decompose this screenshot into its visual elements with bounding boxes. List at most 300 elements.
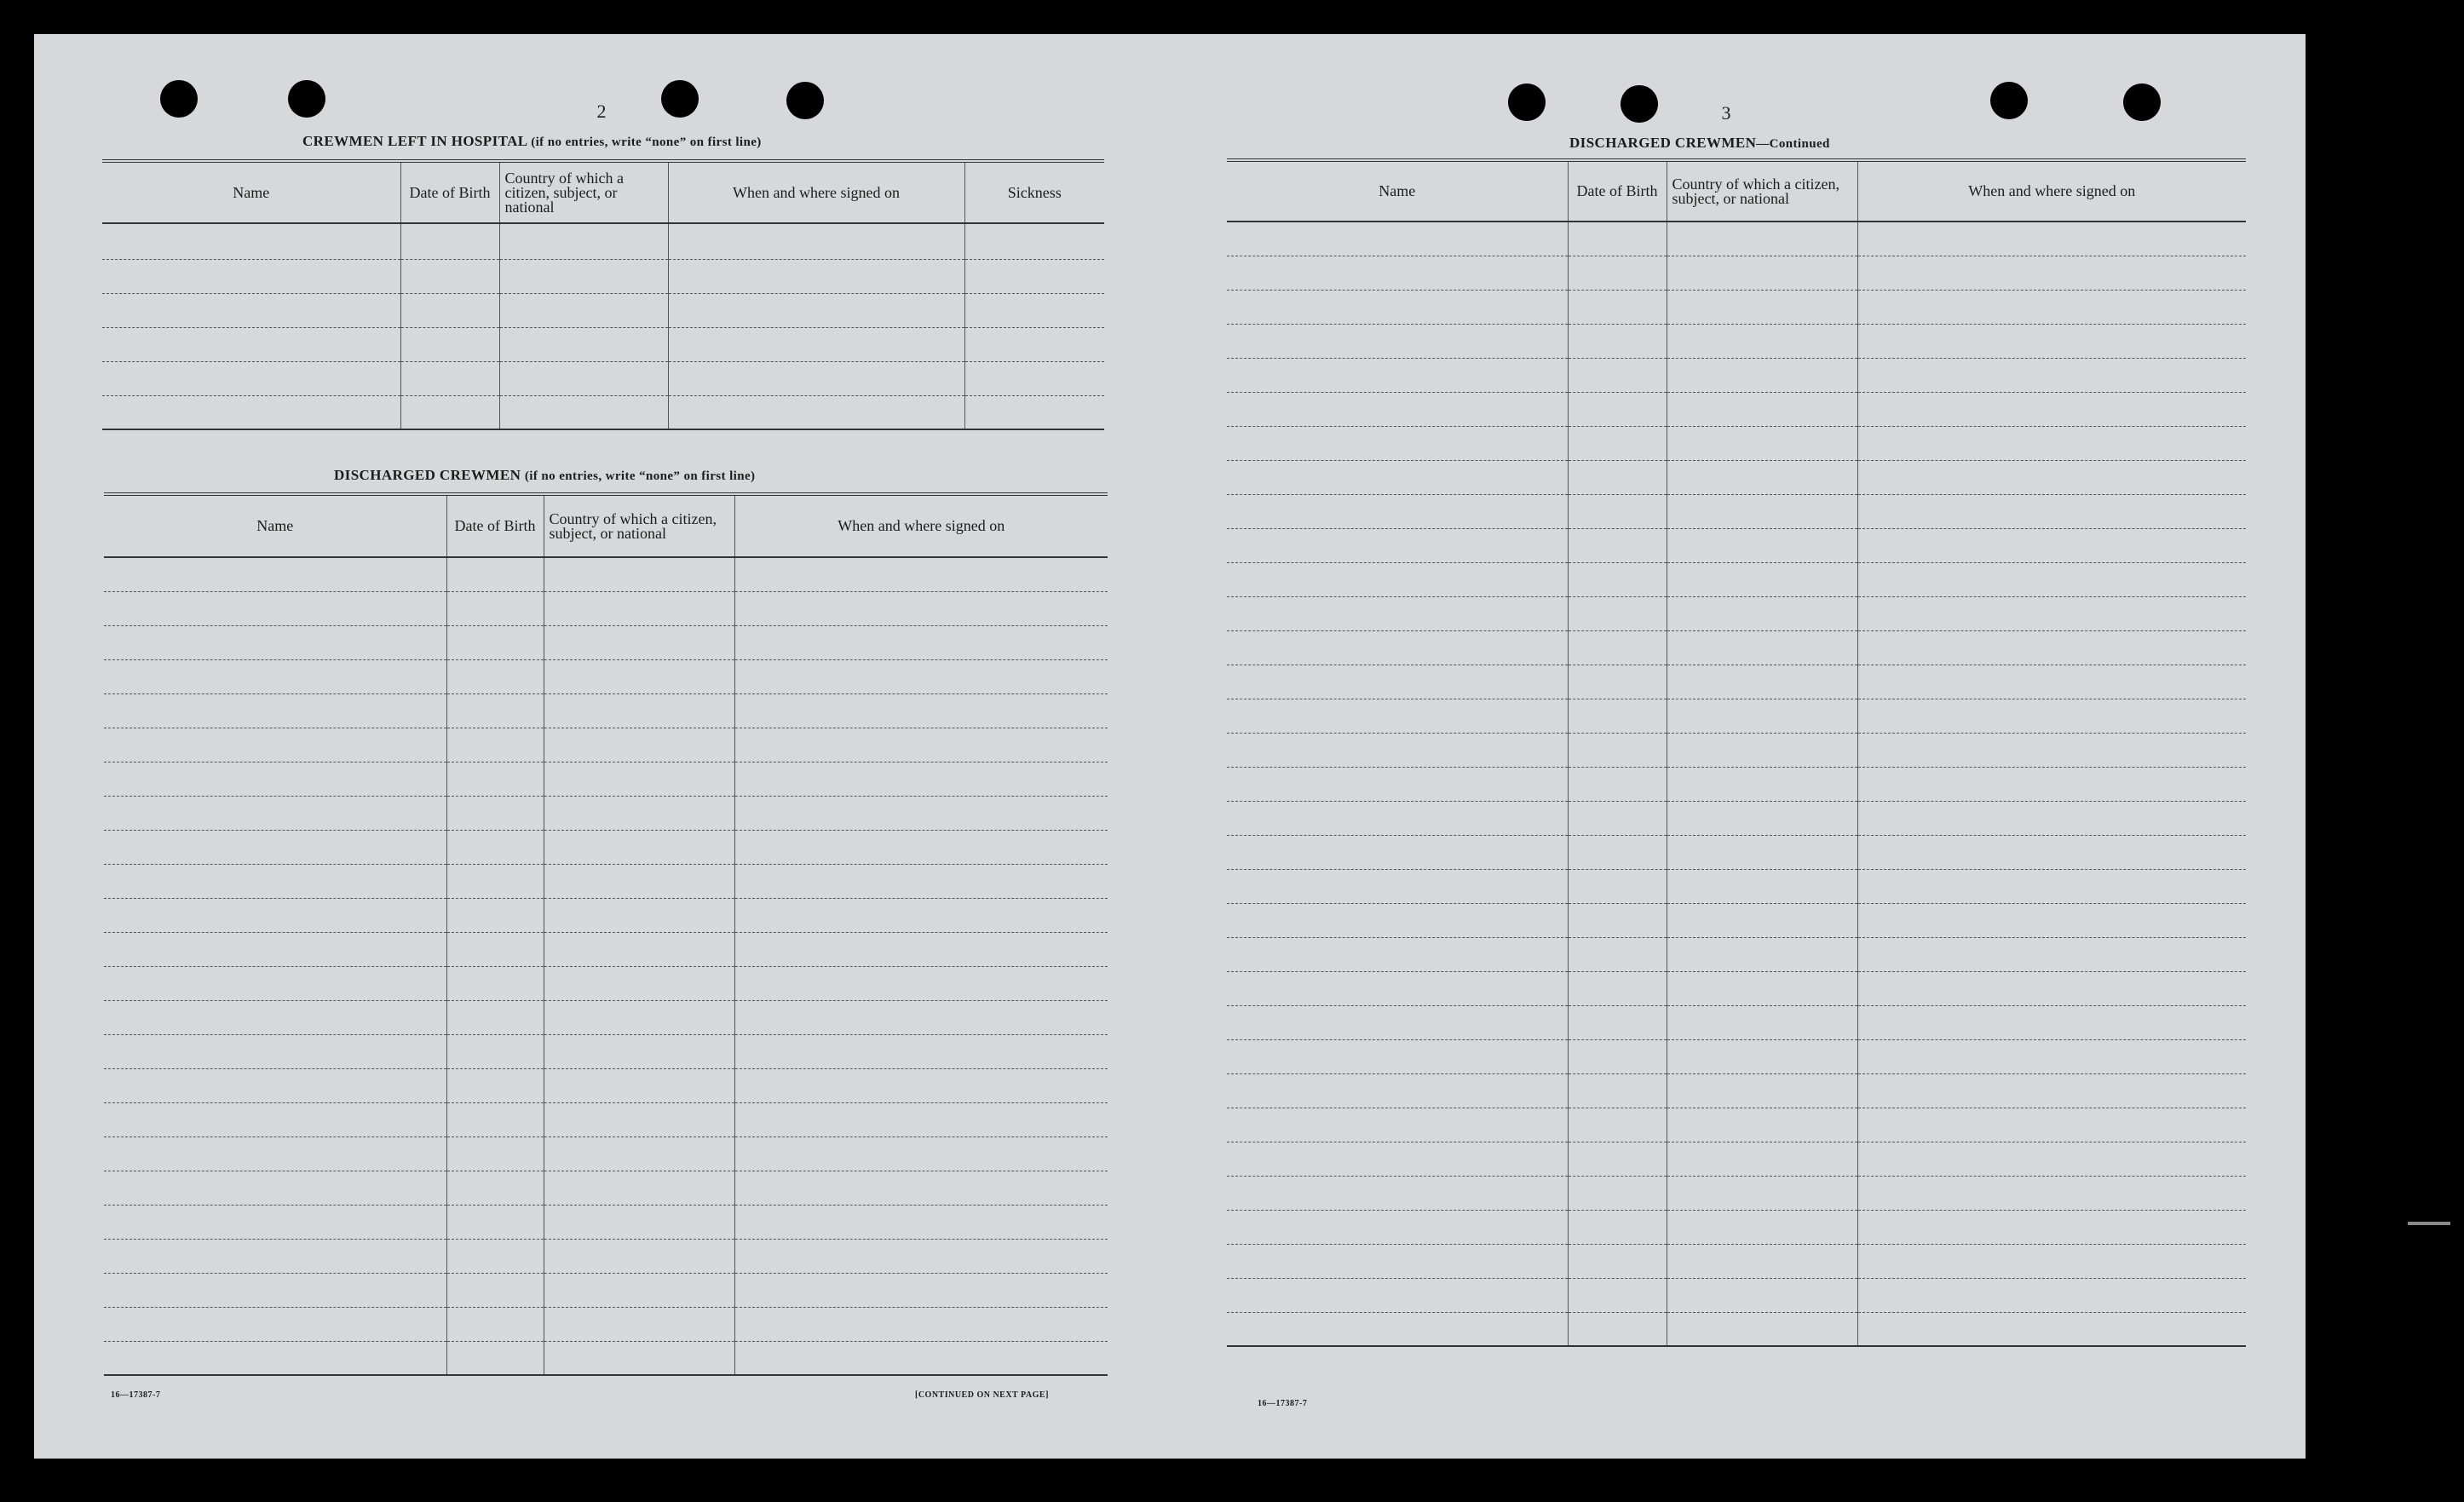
country-cell[interactable]	[544, 1239, 734, 1273]
signed-on-cell[interactable]	[668, 259, 964, 293]
country-cell[interactable]	[544, 728, 734, 762]
signed-on-cell[interactable]	[1857, 937, 2246, 971]
name-cell[interactable]	[102, 327, 400, 361]
signed-on-cell[interactable]	[1857, 460, 2246, 494]
signed-on-cell[interactable]	[734, 796, 1108, 830]
signed-on-cell[interactable]	[1857, 562, 2246, 596]
name-cell[interactable]	[1227, 971, 1568, 1005]
name-cell[interactable]	[1227, 869, 1568, 903]
sickness-cell[interactable]	[964, 223, 1104, 259]
name-cell[interactable]	[1227, 767, 1568, 801]
dob-cell[interactable]	[1568, 971, 1667, 1005]
dob-cell[interactable]	[1568, 630, 1667, 665]
dob-cell[interactable]	[1568, 528, 1667, 562]
name-cell[interactable]	[104, 762, 446, 796]
signed-on-cell[interactable]	[1857, 222, 2246, 256]
signed-on-cell[interactable]	[734, 830, 1108, 864]
column-header-name: Name	[104, 494, 446, 557]
dob-cell[interactable]	[1568, 903, 1667, 937]
sickness-cell[interactable]	[964, 327, 1104, 361]
name-cell[interactable]	[104, 898, 446, 932]
name-cell[interactable]	[104, 1273, 446, 1307]
dob-cell[interactable]	[1568, 1005, 1667, 1039]
country-cell[interactable]	[1667, 460, 1857, 494]
table-row	[104, 625, 1108, 659]
name-cell[interactable]	[1227, 562, 1568, 596]
name-cell[interactable]	[104, 1239, 446, 1273]
table-row	[1227, 290, 2246, 324]
signed-on-cell[interactable]	[734, 1205, 1108, 1239]
punch-hole	[288, 80, 325, 118]
dob-cell[interactable]	[446, 1273, 544, 1307]
dob-cell[interactable]	[1568, 665, 1667, 699]
signed-on-cell[interactable]	[734, 932, 1108, 966]
country-cell[interactable]	[1667, 426, 1857, 460]
country-cell[interactable]	[544, 1171, 734, 1205]
name-cell[interactable]	[1227, 903, 1568, 937]
dob-cell[interactable]	[1568, 460, 1667, 494]
country-cell[interactable]	[1667, 1073, 1857, 1108]
signed-on-cell[interactable]	[1857, 971, 2246, 1005]
signed-on-cell[interactable]	[1857, 290, 2246, 324]
signed-on-cell[interactable]	[668, 361, 964, 395]
dob-cell[interactable]	[446, 1171, 544, 1205]
table-row	[104, 591, 1108, 625]
name-cell[interactable]	[102, 259, 400, 293]
table-row	[104, 1171, 1108, 1205]
dob-cell[interactable]	[1568, 358, 1667, 392]
dob-cell[interactable]	[1568, 596, 1667, 630]
name-cell[interactable]	[1227, 1176, 1568, 1210]
country-cell[interactable]	[1667, 1278, 1857, 1312]
signed-on-cell[interactable]	[1857, 494, 2246, 528]
dob-cell[interactable]	[446, 796, 544, 830]
dob-cell[interactable]	[1568, 222, 1667, 256]
signed-on-cell[interactable]	[734, 1000, 1108, 1034]
signed-on-cell[interactable]	[1857, 630, 2246, 665]
name-cell[interactable]	[104, 1102, 446, 1137]
dob-cell[interactable]	[446, 864, 544, 898]
signed-on-cell[interactable]	[734, 1068, 1108, 1102]
country-cell[interactable]	[544, 830, 734, 864]
country-cell[interactable]	[1667, 1210, 1857, 1244]
sickness-cell[interactable]	[964, 259, 1104, 293]
country-cell[interactable]	[1667, 528, 1857, 562]
signed-on-cell[interactable]	[734, 1341, 1108, 1375]
name-cell[interactable]	[104, 728, 446, 762]
signed-on-cell[interactable]	[1857, 1142, 2246, 1176]
country-cell[interactable]	[1667, 835, 1857, 869]
name-cell[interactable]	[1227, 801, 1568, 835]
name-cell[interactable]	[104, 1341, 446, 1375]
name-cell[interactable]	[1227, 733, 1568, 767]
name-cell[interactable]	[1227, 222, 1568, 256]
dob-cell[interactable]	[446, 728, 544, 762]
country-cell[interactable]	[544, 898, 734, 932]
signed-on-cell[interactable]	[734, 1307, 1108, 1341]
country-cell[interactable]	[544, 1102, 734, 1137]
dob-cell[interactable]	[446, 659, 544, 693]
country-cell[interactable]	[1667, 1108, 1857, 1142]
hospital-title-text: CREWMEN LEFT IN HOSPITAL	[302, 133, 527, 149]
discharged-title-text: DISCHARGED CREWMEN	[334, 467, 521, 483]
signed-on-cell[interactable]	[734, 864, 1108, 898]
dob-cell[interactable]	[446, 1034, 544, 1068]
country-cell[interactable]	[544, 557, 734, 591]
signed-on-cell[interactable]	[1857, 767, 2246, 801]
name-cell[interactable]	[1227, 1108, 1568, 1142]
table-row	[104, 1102, 1108, 1137]
country-cell[interactable]	[544, 625, 734, 659]
country-cell[interactable]	[544, 1273, 734, 1307]
name-cell[interactable]	[1227, 528, 1568, 562]
dob-cell[interactable]	[1568, 733, 1667, 767]
table-row	[1227, 358, 2246, 392]
dob-cell[interactable]	[1568, 801, 1667, 835]
dob-cell[interactable]	[1568, 869, 1667, 903]
signed-on-cell[interactable]	[1857, 733, 2246, 767]
country-cell[interactable]	[499, 327, 668, 361]
name-cell[interactable]	[1227, 630, 1568, 665]
signed-on-cell[interactable]	[1857, 869, 2246, 903]
table-row	[1227, 460, 2246, 494]
country-cell[interactable]	[544, 762, 734, 796]
dob-cell[interactable]	[1568, 392, 1667, 426]
country-cell[interactable]	[544, 659, 734, 693]
country-cell[interactable]	[544, 1137, 734, 1171]
country-cell[interactable]	[499, 361, 668, 395]
name-cell[interactable]	[104, 966, 446, 1000]
dob-cell[interactable]	[1568, 767, 1667, 801]
country-cell[interactable]	[1667, 971, 1857, 1005]
country-cell[interactable]	[1667, 699, 1857, 733]
dob-cell[interactable]	[1568, 256, 1667, 290]
name-cell[interactable]	[1227, 426, 1568, 460]
dob-cell[interactable]	[1568, 1312, 1667, 1346]
name-cell[interactable]	[1227, 835, 1568, 869]
dob-cell[interactable]	[1568, 835, 1667, 869]
country-cell[interactable]	[1667, 1142, 1857, 1176]
table-row	[104, 1000, 1108, 1034]
dob-cell[interactable]	[446, 1000, 544, 1034]
country-cell[interactable]	[544, 932, 734, 966]
dob-cell[interactable]	[400, 223, 499, 259]
punch-hole	[1990, 82, 2028, 119]
country-cell[interactable]	[544, 1205, 734, 1239]
table-row	[1227, 665, 2246, 699]
name-cell[interactable]	[1227, 596, 1568, 630]
signed-on-cell[interactable]	[734, 1239, 1108, 1273]
table-row	[1227, 494, 2246, 528]
signed-on-cell[interactable]	[1857, 801, 2246, 835]
country-cell[interactable]	[1667, 494, 1857, 528]
continued-suffix: —Continued	[1756, 137, 1830, 151]
country-cell[interactable]	[544, 1034, 734, 1068]
signed-on-cell[interactable]	[734, 1034, 1108, 1068]
signed-on-cell[interactable]	[1857, 1278, 2246, 1312]
country-cell[interactable]	[1667, 1176, 1857, 1210]
name-cell[interactable]	[104, 796, 446, 830]
name-cell[interactable]	[104, 864, 446, 898]
name-cell[interactable]	[1227, 290, 1568, 324]
table-row	[104, 966, 1108, 1000]
country-cell[interactable]	[1667, 290, 1857, 324]
dob-cell[interactable]	[1568, 1210, 1667, 1244]
signed-on-cell[interactable]	[1857, 596, 2246, 630]
country-cell[interactable]	[1667, 358, 1857, 392]
dob-cell[interactable]	[446, 966, 544, 1000]
signed-on-cell[interactable]	[734, 557, 1108, 591]
table-row	[1227, 801, 2246, 835]
country-cell[interactable]	[499, 293, 668, 327]
dob-cell[interactable]	[400, 361, 499, 395]
name-cell[interactable]	[1227, 1005, 1568, 1039]
name-cell[interactable]	[102, 395, 400, 429]
country-cell[interactable]	[1667, 869, 1857, 903]
signed-on-cell[interactable]	[1857, 1005, 2246, 1039]
name-cell[interactable]	[104, 1137, 446, 1171]
country-cell[interactable]	[544, 693, 734, 728]
table-row	[1227, 1210, 2246, 1244]
sickness-cell[interactable]	[964, 361, 1104, 395]
country-cell[interactable]	[499, 395, 668, 429]
signed-on-cell[interactable]	[1857, 1108, 2246, 1142]
country-cell[interactable]	[1667, 1005, 1857, 1039]
signed-on-cell[interactable]	[1857, 1039, 2246, 1073]
country-cell[interactable]	[1667, 937, 1857, 971]
dob-cell[interactable]	[446, 1341, 544, 1375]
country-cell[interactable]	[1667, 222, 1857, 256]
column-header-name: Name	[102, 161, 400, 223]
signed-on-cell[interactable]	[1857, 1210, 2246, 1244]
name-cell[interactable]	[1227, 460, 1568, 494]
country-cell[interactable]	[544, 966, 734, 1000]
dob-cell[interactable]	[400, 395, 499, 429]
dob-cell[interactable]	[1568, 1108, 1667, 1142]
country-cell[interactable]	[544, 591, 734, 625]
country-cell[interactable]	[1667, 767, 1857, 801]
table-row	[1227, 222, 2246, 256]
dob-cell[interactable]	[1568, 1176, 1667, 1210]
signed-on-cell[interactable]	[1857, 392, 2246, 426]
name-cell[interactable]	[1227, 699, 1568, 733]
table-row	[1227, 1005, 2246, 1039]
signed-on-cell[interactable]	[734, 1171, 1108, 1205]
signed-on-cell[interactable]	[1857, 1073, 2246, 1108]
dob-cell[interactable]	[446, 762, 544, 796]
signed-on-cell[interactable]	[1857, 665, 2246, 699]
signed-on-cell[interactable]	[1857, 1176, 2246, 1210]
country-cell[interactable]	[544, 1068, 734, 1102]
signed-on-cell[interactable]	[734, 728, 1108, 762]
dob-cell[interactable]	[446, 1239, 544, 1273]
name-cell[interactable]	[1227, 1278, 1568, 1312]
signed-on-cell[interactable]	[1857, 835, 2246, 869]
table-row	[102, 223, 1104, 259]
signed-on-cell[interactable]	[668, 395, 964, 429]
signed-on-cell[interactable]	[734, 1102, 1108, 1137]
name-cell[interactable]	[1227, 1244, 1568, 1278]
table-row	[1227, 835, 2246, 869]
name-cell[interactable]	[1227, 392, 1568, 426]
dob-cell[interactable]	[1568, 1278, 1667, 1312]
country-cell[interactable]	[1667, 562, 1857, 596]
name-cell[interactable]	[104, 932, 446, 966]
dob-cell[interactable]	[400, 259, 499, 293]
table-row	[1227, 562, 2246, 596]
dob-cell[interactable]	[1568, 1244, 1667, 1278]
dob-cell[interactable]	[446, 830, 544, 864]
dob-cell[interactable]	[446, 1205, 544, 1239]
dob-cell[interactable]	[446, 693, 544, 728]
signed-on-cell[interactable]	[668, 223, 964, 259]
dob-cell[interactable]	[1568, 1073, 1667, 1108]
name-cell[interactable]	[104, 1307, 446, 1341]
name-cell[interactable]	[104, 1205, 446, 1239]
sickness-cell[interactable]	[964, 293, 1104, 327]
table-row	[1227, 971, 2246, 1005]
column-header-date-of-birth: Date of Birth	[400, 161, 499, 223]
hospital-title-note: (if no entries, write “none” on first line)	[531, 135, 762, 149]
hospital-table	[102, 159, 1104, 430]
signed-on-cell[interactable]	[1857, 1312, 2246, 1346]
country-cell[interactable]	[1667, 1244, 1857, 1278]
table-row	[104, 693, 1108, 728]
signed-on-cell[interactable]	[1857, 528, 2246, 562]
dob-cell[interactable]	[446, 898, 544, 932]
name-cell[interactable]	[104, 1000, 446, 1034]
dob-cell[interactable]	[400, 293, 499, 327]
dob-cell[interactable]	[1568, 426, 1667, 460]
signed-on-cell[interactable]	[1857, 426, 2246, 460]
name-cell[interactable]	[1227, 1073, 1568, 1108]
signed-on-cell[interactable]	[734, 659, 1108, 693]
dob-cell[interactable]	[1568, 494, 1667, 528]
name-cell[interactable]	[1227, 494, 1568, 528]
table-row	[104, 1273, 1108, 1307]
name-cell[interactable]	[104, 830, 446, 864]
country-cell[interactable]	[544, 796, 734, 830]
country-cell[interactable]	[1667, 392, 1857, 426]
country-cell[interactable]	[1667, 630, 1857, 665]
country-cell[interactable]	[1667, 324, 1857, 358]
punch-hole	[1621, 85, 1658, 123]
country-cell[interactable]	[1667, 903, 1857, 937]
name-cell[interactable]	[1227, 937, 1568, 971]
signed-on-cell[interactable]	[1857, 699, 2246, 733]
dob-cell[interactable]	[446, 557, 544, 591]
country-cell[interactable]	[1667, 665, 1857, 699]
signed-on-cell[interactable]	[1857, 256, 2246, 290]
name-cell[interactable]	[104, 625, 446, 659]
discharged-section-title-right	[1569, 135, 1830, 152]
dob-cell[interactable]	[1568, 937, 1667, 971]
country-cell[interactable]	[499, 259, 668, 293]
name-cell[interactable]	[1227, 1142, 1568, 1176]
table-row	[1227, 528, 2246, 562]
country-cell[interactable]	[544, 864, 734, 898]
name-cell[interactable]	[104, 1171, 446, 1205]
name-cell[interactable]	[1227, 1039, 1568, 1073]
dob-cell[interactable]	[1568, 562, 1667, 596]
name-cell[interactable]	[104, 557, 446, 591]
name-cell[interactable]	[102, 293, 400, 327]
signed-on-cell[interactable]	[734, 898, 1108, 932]
table-row	[104, 830, 1108, 864]
signed-on-cell[interactable]	[668, 293, 964, 327]
signed-on-cell[interactable]	[734, 1137, 1108, 1171]
dob-cell[interactable]	[1568, 324, 1667, 358]
signed-on-cell[interactable]	[1857, 358, 2246, 392]
form-sheet	[34, 34, 2306, 1459]
country-cell[interactable]	[544, 1000, 734, 1034]
dob-cell[interactable]	[1568, 1039, 1667, 1073]
signed-on-cell[interactable]	[734, 966, 1108, 1000]
signed-on-cell[interactable]	[734, 762, 1108, 796]
sickness-cell[interactable]	[964, 395, 1104, 429]
punch-hole	[2123, 83, 2161, 121]
signed-on-cell[interactable]	[734, 693, 1108, 728]
dob-cell[interactable]	[400, 327, 499, 361]
name-cell[interactable]	[104, 693, 446, 728]
table-row	[1227, 596, 2246, 630]
name-cell[interactable]	[104, 591, 446, 625]
dob-cell[interactable]	[1568, 290, 1667, 324]
country-cell[interactable]	[1667, 801, 1857, 835]
country-cell[interactable]	[1667, 1312, 1857, 1346]
name-cell[interactable]	[1227, 1210, 1568, 1244]
country-cell[interactable]	[1667, 596, 1857, 630]
country-cell[interactable]	[1667, 256, 1857, 290]
country-cell[interactable]	[1667, 1039, 1857, 1073]
dob-cell[interactable]	[1568, 1142, 1667, 1176]
dob-cell[interactable]	[446, 625, 544, 659]
name-cell[interactable]	[1227, 665, 1568, 699]
country-cell[interactable]	[499, 223, 668, 259]
table-row	[1227, 256, 2246, 290]
column-header-signed-on: When and where signed on	[668, 161, 964, 223]
dob-cell[interactable]	[446, 591, 544, 625]
signed-on-cell[interactable]	[734, 591, 1108, 625]
signed-on-cell[interactable]	[1857, 324, 2246, 358]
name-cell[interactable]	[104, 1068, 446, 1102]
name-cell[interactable]	[102, 223, 400, 259]
dob-cell[interactable]	[446, 1102, 544, 1137]
signed-on-cell[interactable]	[734, 1273, 1108, 1307]
dob-cell[interactable]	[446, 1068, 544, 1102]
name-cell[interactable]	[1227, 358, 1568, 392]
dob-cell[interactable]	[1568, 699, 1667, 733]
signed-on-cell[interactable]	[668, 327, 964, 361]
edge-mark	[2408, 1222, 2450, 1225]
country-cell[interactable]	[1667, 733, 1857, 767]
name-cell[interactable]	[104, 1034, 446, 1068]
name-cell[interactable]	[1227, 256, 1568, 290]
name-cell[interactable]	[1227, 324, 1568, 358]
dob-cell[interactable]	[446, 932, 544, 966]
name-cell[interactable]	[102, 361, 400, 395]
name-cell[interactable]	[104, 659, 446, 693]
signed-on-cell[interactable]	[1857, 903, 2246, 937]
country-cell[interactable]	[544, 1307, 734, 1341]
name-cell[interactable]	[1227, 1312, 1568, 1346]
dob-cell[interactable]	[446, 1307, 544, 1341]
dob-cell[interactable]	[446, 1137, 544, 1171]
signed-on-cell[interactable]	[1857, 1244, 2246, 1278]
signed-on-cell[interactable]	[734, 625, 1108, 659]
country-cell[interactable]	[544, 1341, 734, 1375]
table-row	[1227, 937, 2246, 971]
